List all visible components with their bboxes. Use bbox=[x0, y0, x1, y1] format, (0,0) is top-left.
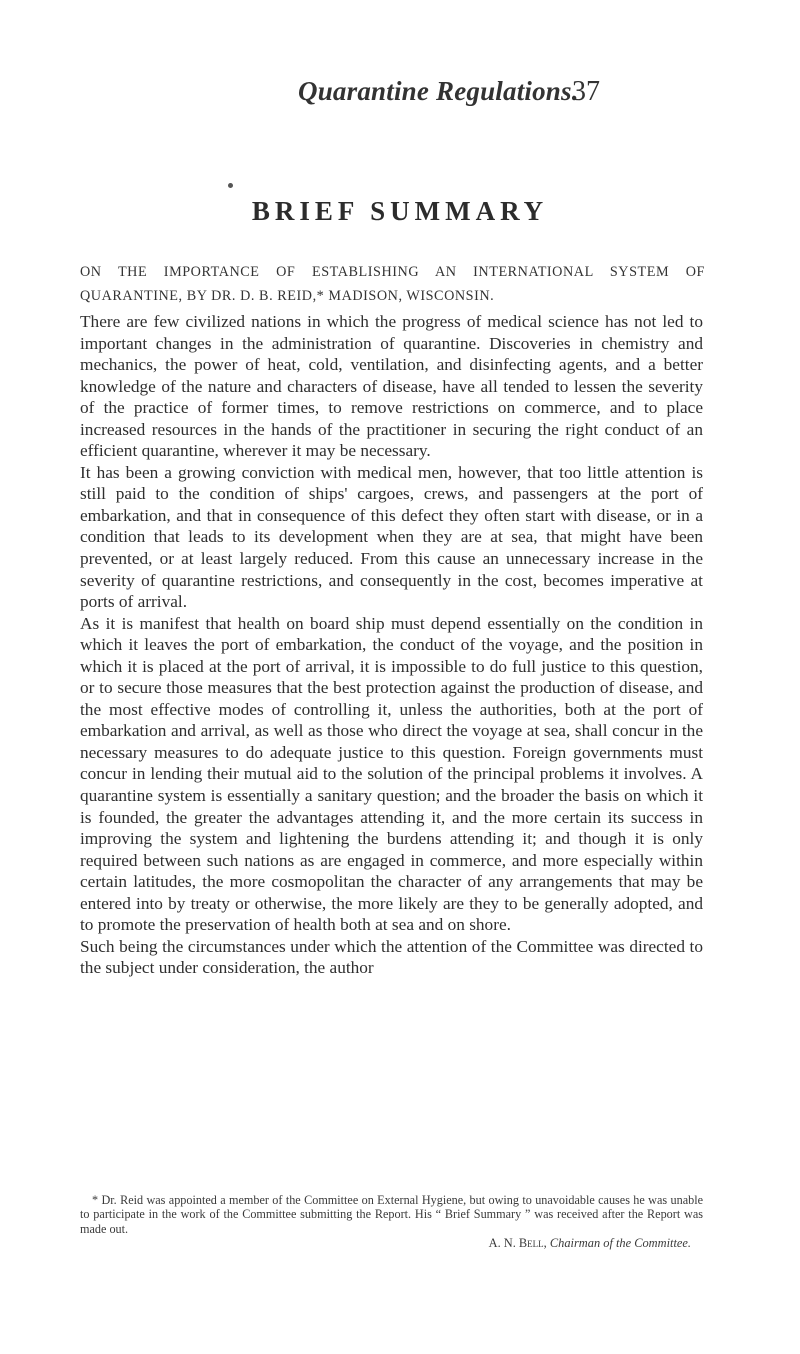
signature-name: A. N. Bell, bbox=[488, 1235, 547, 1250]
body-text bbox=[80, 311, 703, 979]
footnote-text: * Dr. Reid was appointed a member of the Committee on External Hygiene, but owing to unavoidable causes he was unable to participate in the work of the Committee submitting the Report. His “ Brief Summary ” was received after the Report was made out. bbox=[80, 1193, 703, 1236]
running-head bbox=[0, 76, 800, 116]
section-subheading: ON THE IMPORTANCE OF ESTABLISHING AN INTERNATIONAL SYSTEM OF QUARANTINE, BY DR. D. B. REID,* MADISON, WISCONSIN. bbox=[80, 264, 705, 304]
signature-role: Chairman of the Committee. bbox=[549, 1235, 691, 1250]
section-heading: BRIEF SUMMARY bbox=[251, 196, 549, 226]
running-title: Quarantine Regulations. bbox=[298, 76, 579, 106]
paragraph: There are few civilized nations in which the progress of medical science has not led to important changes in the administration of quarantine. Discoveries in chemistry and mechanics, the power of heat, cold, ventilation, and disinfecting agents, and a better knowledge of the nature and characters of disease, have all tended to lessen the severity of the practice of former times, to remove restrictions on commerce, and to place increased resources in the hands of the practitioner in securing the right conduct of an efficient quarantine, wherever it may be necessary. bbox=[80, 312, 703, 461]
page-number: 37 bbox=[572, 76, 600, 107]
bullet-mark bbox=[228, 183, 233, 188]
paragraph: Such being the circumstances under which the attention of the Committee was directed to the subject under consideration, the author bbox=[80, 936, 703, 978]
footnote bbox=[80, 1193, 703, 1250]
paragraph: It has been a growing conviction with medical men, however, that too little attention is still paid to the condition of ships' cargoes, crews, and passengers at the port of embarkation, and that in consequence of this defect they often start with disease, or in a condition that leads to its development when they are at sea, that might have been prevented, or at least largely reduced. From this cause an unnecessary increase in the severity of quarantine restrictions, and consequently in the cost, becomes imperative at ports of arrival. bbox=[80, 462, 703, 612]
paragraph: As it is manifest that health on board ship must depend essentially on the condition in which it leaves the port of embarkation, the conduct of the voyage, and the position in which it is placed at the port of arrival, it is impossible to do full justice to this question, or to secure those measures that the best protection against the production of disease, and the most effective modes of controlling it, unless the authorities, both at the port of embarkation and arrival, as well as those who direct the voyage at sea, shall concur in the necessary measures to do adequate justice to this question. Foreign governments must concur in lending their mutual aid to the solution of the principal problems it involves. A quarantine system is essentially a sanitary question; and the broader the basis on which it is founded, the greater the advantages attending it, and the more certain its success in improving the system and lightening the burdens attending it; and though it is only required between such nations as are engaged in commerce, and more especially within certain latitudes, the more cosmopolitan the character of any arrangements that may be entered into by treaty or otherwise, the more likely are they to be generally adopted, and to promote the preservation of health both at sea and on shore. bbox=[80, 613, 703, 935]
footnote-signature bbox=[80, 1236, 703, 1250]
